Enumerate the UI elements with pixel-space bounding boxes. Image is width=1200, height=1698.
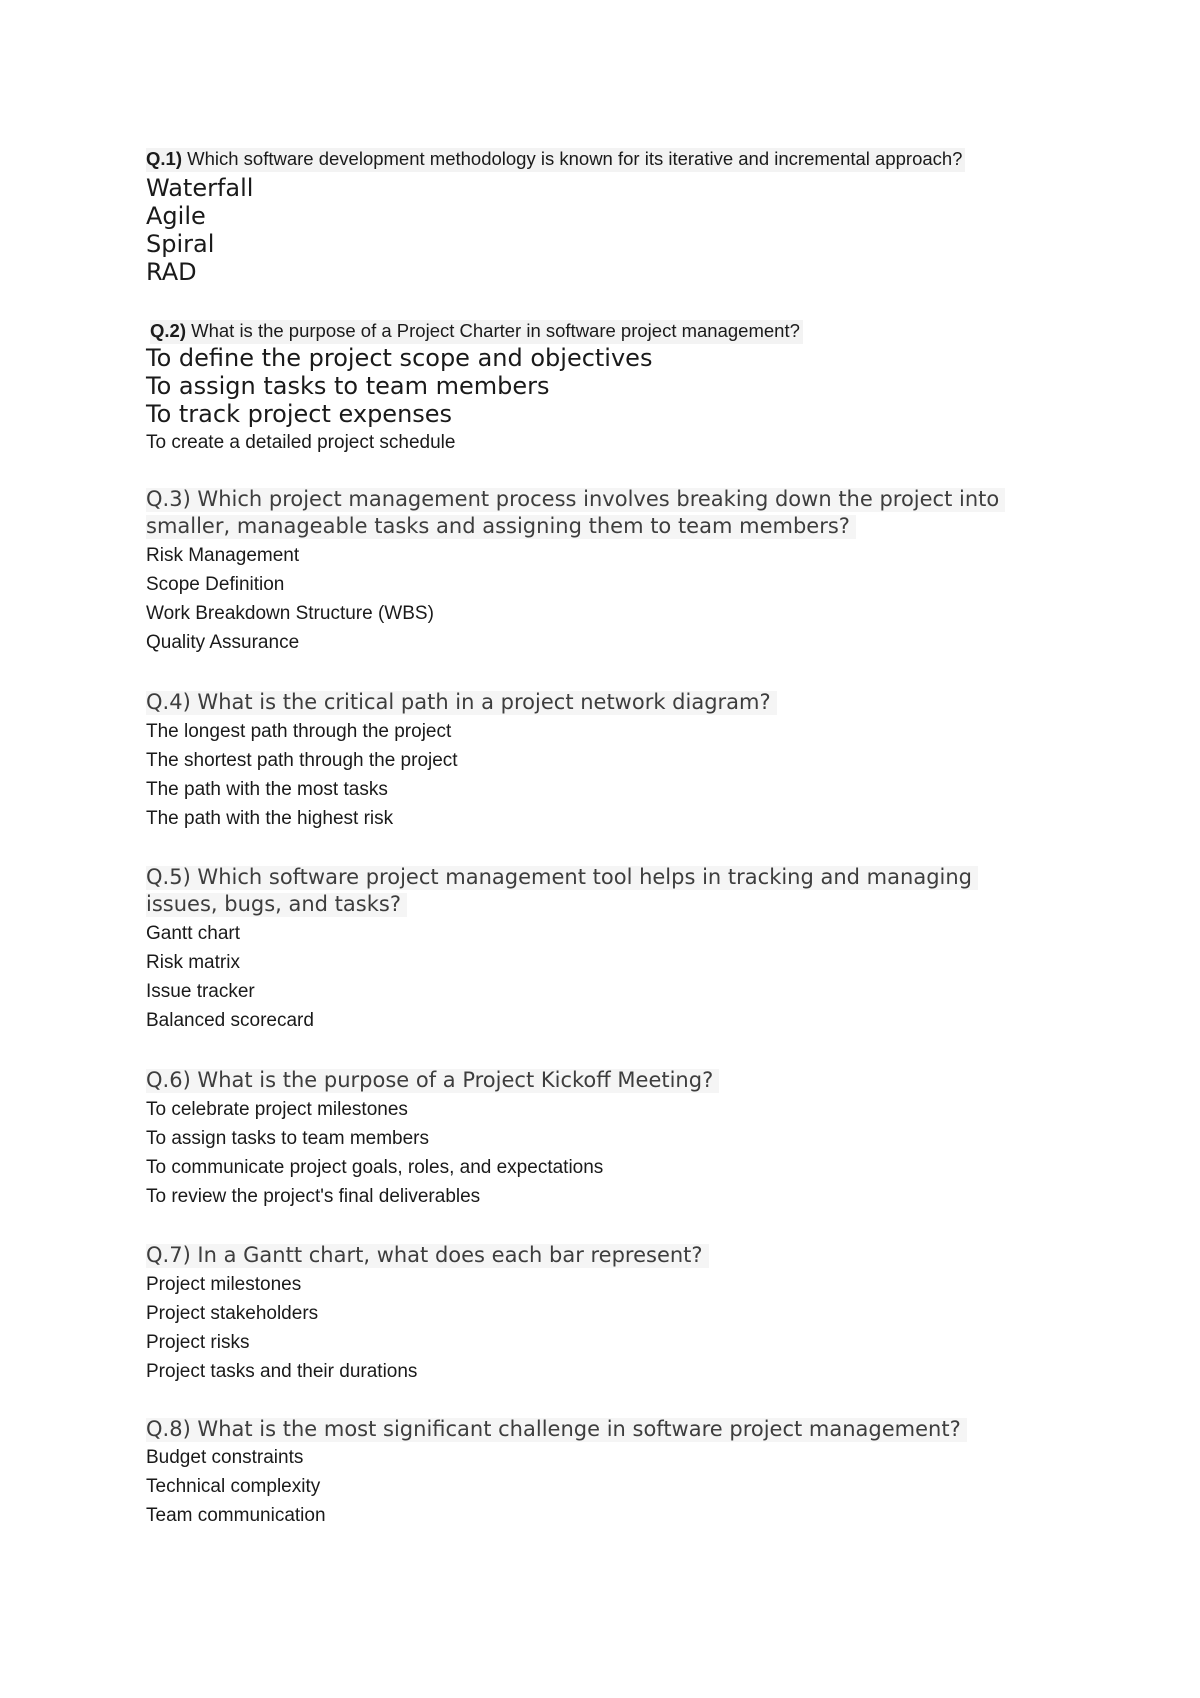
question-4-text-line-1: Q.4) What is the critical path in a project network diagram?	[146, 691, 777, 715]
question-4-option-d: The path with the highest risk	[146, 808, 394, 829]
question-8-text-line-1: Q.8) What is the most significant challenge in software project management?	[146, 1418, 967, 1442]
question-4-option-a: The longest path through the project	[146, 721, 452, 742]
question-5-text-line-1: Q.5) Which software project management tool helps in tracking and managing	[146, 866, 978, 890]
question-3-option-b: Scope Definition	[146, 574, 285, 595]
question-6-option-b: To assign tasks to team members	[146, 1128, 429, 1149]
question-1-text: Q.1) Which software development methodology is known for its iterative and incremental approach?	[146, 148, 965, 172]
question-1-option-c: Spiral	[146, 230, 215, 258]
question-8-option-b: Technical complexity	[146, 1476, 321, 1497]
question-7-option-d: Project tasks and their durations	[146, 1361, 418, 1382]
question-2-option-c: To track project expenses	[146, 400, 453, 428]
question-3-text-line-2: smaller, manageable tasks and assigning them to team members?	[146, 515, 856, 539]
question-1-option-a: Waterfall	[146, 174, 254, 202]
question-6-text-line-1: Q.6) What is the purpose of a Project Kickoff Meeting?	[146, 1069, 719, 1093]
question-3-option-a: Risk Management	[146, 545, 300, 566]
question-6-option-a: To celebrate project milestones	[146, 1099, 408, 1120]
question-5-text-line-2: issues, bugs, and tasks?	[146, 893, 407, 917]
question-6-option-d: To review the project's final deliverables	[146, 1186, 481, 1207]
question-5-option-d: Balanced scorecard	[146, 1010, 314, 1031]
question-2-option-d: To create a detailed project schedule	[146, 432, 456, 453]
question-2-option-a: To define the project scope and objectives	[146, 344, 653, 372]
question-7-option-c: Project risks	[146, 1332, 250, 1353]
question-7-text-line-1: Q.7) In a Gantt chart, what does each bar represent?	[146, 1244, 709, 1268]
question-1-option-d: RAD	[146, 258, 197, 286]
question-1-option-b: Agile	[146, 202, 206, 230]
question-3-text-line-1: Q.3) Which project management process involves breaking down the project into	[146, 488, 1005, 512]
question-7-option-a: Project milestones	[146, 1274, 302, 1295]
question-4-option-c: The path with the most tasks	[146, 779, 388, 800]
question-4-option-b: The shortest path through the project	[146, 750, 458, 771]
question-2-option-b: To assign tasks to team members	[146, 372, 550, 400]
question-3-option-d: Quality Assurance	[146, 632, 300, 653]
question-7-option-b: Project stakeholders	[146, 1303, 319, 1324]
question-8-option-c: Team communication	[146, 1505, 326, 1526]
question-2-text: Q.2) What is the purpose of a Project Charter in software project management?	[150, 320, 803, 344]
question-5-option-c: Issue tracker	[146, 981, 255, 1002]
question-5-option-a: Gantt chart	[146, 923, 240, 944]
question-3-option-c: Work Breakdown Structure (WBS)	[146, 603, 434, 624]
question-8-option-a: Budget constraints	[146, 1447, 304, 1468]
question-6-option-c: To communicate project goals, roles, and expectations	[146, 1157, 604, 1178]
question-5-option-b: Risk matrix	[146, 952, 240, 973]
